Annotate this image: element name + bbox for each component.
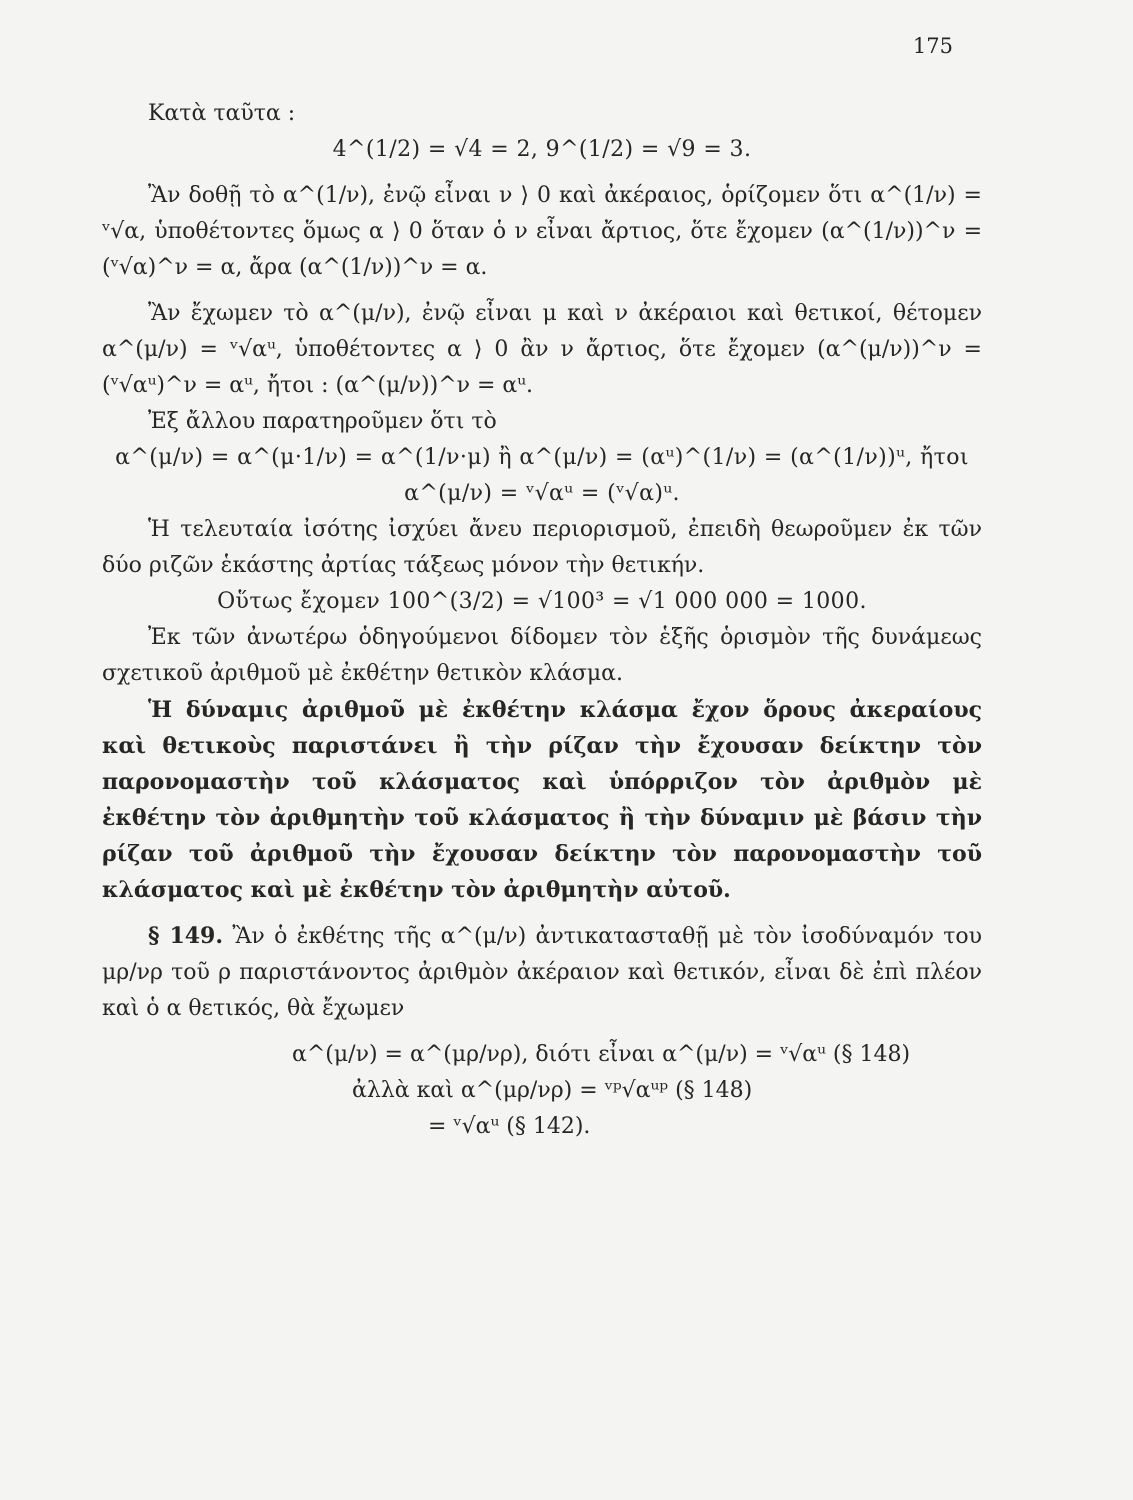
page-number: 175 — [912, 34, 953, 58]
paragraph-observation: Ἐξ ἄλλου παρατηροῦμεν ὅτι τὸ — [148, 409, 497, 434]
page-content — [102, 96, 982, 1145]
equation-radical-rewrite: ἀλλὰ καὶ α^(μρ/νρ) = ᵛᵖ√αᵘᵖ (§ 148) — [352, 1078, 753, 1103]
paragraph-general-fraction-exponent: Ἂν ἔχωμεν τὸ α^(μ/ν), ἐνῷ εἶναι μ καὶ ν ἀκέραιοι καὶ θετικοί, θέτομεν α^(μ/ν) = ᵛ√αᵘ, ὑποθέτοντες α ⟩ 0 ἂν ν ἄρτιος, ὅτε ἔχομεν (α^(μ/ν))^ν = (ᵛ√αᵘ)^ν = αᵘ, ἤτοι : (α^(μ/ν))^ν = αᵘ. — [102, 301, 982, 398]
definition-fractional-power: Ἡ δύναμις ἀριθμοῦ μὲ ἐκθέτην κλάσμα ἔχον ὅρους ἀκεραίους καὶ θετικοὺς παριστάνει ἢ τὴν ρίζαν τὴν ἔχουσαν δείκτην τὸν παρονομαστὴν τοῦ κλάσματος καὶ ὑπόρριζον τὸν ἀριθμὸν μὲ ἐκθέτην τὸν ἀριθμητὴν τοῦ κλάσματος ἢ τὴν δύναμιν μὲ βάσιν τὴν ρίζαν τοῦ ἀριθμοῦ τὴν ἔχουσαν δείκτην τὸν παρονομαστὴν τοῦ κλάσματος καὶ μὲ ἐκθέτην τὸν ἀριθμητὴν αὐτοῦ. — [102, 697, 982, 903]
section-number: § 149. — [148, 923, 224, 949]
equation-square-roots: 4^(1/2) = √4 = 2, 9^(1/2) = √9 = 3. — [332, 137, 752, 162]
intro-line: Κατὰ ταῦτα : — [148, 101, 296, 126]
paragraph-unit-fraction-exponent: Ἂν δοθῇ τὸ α^(1/ν), ἐνῷ εἶναι ν ⟩ 0 καὶ ἀκέραιος, ὁρίζομεν ὅτι α^(1/ν) = ᵛ√α, ὑποθέτοντες ὅμως α ⟩ 0 ὅταν ὁ ν εἶναι ἄρτιος, ὅτε ἔχομεν (α^(1/ν))^ν = (ᵛ√α)^ν = α, ἄρα (α^(1/ν))^ν = α. — [102, 183, 982, 280]
equation-exponent-identities: α^(μ/ν) = α^(μ·1/ν) = α^(1/ν·μ) ἢ α^(μ/ν) = (αᵘ)^(1/ν) = (α^(1/ν))ᵘ, ἤτοι α^(μ/ν) = ᵛ√αᵘ = (ᵛ√α)ᵘ. — [115, 445, 969, 506]
spacer — [102, 168, 982, 178]
paragraph-section-149 — [102, 918, 982, 1027]
paragraph-unrestricted-equality: Ἡ τελευταία ἰσότης ἰσχύει ἄνευ περιορισμοῦ, ἐπειδὴ θεωροῦμεν ἐκ τῶν δύο ριζῶν ἑκάστης ἀρτίας τάξεως μόνον τὴν θετικήν. — [102, 517, 982, 578]
equation-radical-simplified: = ᵛ√αᵘ (§ 142). — [428, 1114, 591, 1139]
equation-example-100: Οὕτως ἔχομεν 100^(3/2) = √100³ = √1 000 000 = 1000. — [217, 589, 867, 614]
spacer — [102, 1027, 982, 1037]
paragraph-definition-intro: Ἐκ τῶν ἀνωτέρω ὁδηγούμενοι δίδομεν τὸν ἑξῆς ὁρισμὸν τῆς δυνάμεως σχετικοῦ ἀριθμοῦ μὲ ἐκθέτην θετικὸν κλάσμα. — [102, 625, 982, 686]
spacer — [102, 908, 982, 918]
section-149-text: Ἂν ὁ ἐκθέτης τῆς α^(μ/ν) ἀντικατασταθῇ μὲ τὸν ἰσοδύναμόν του μρ/νρ τοῦ ρ παριστάνοντος ἀριθμὸν ἀκέραιον καὶ θετικόν, εἶναι δὲ ἐπὶ πλέον καὶ ὁ α θετικός, θὰ ἔχωμεν — [102, 924, 983, 1021]
equation-equivalent-exponent: α^(μ/ν) = α^(μρ/νρ), διότι εἶναι α^(μ/ν) = ᵛ√αᵘ (§ 148) — [292, 1042, 911, 1067]
spacer — [102, 286, 982, 296]
